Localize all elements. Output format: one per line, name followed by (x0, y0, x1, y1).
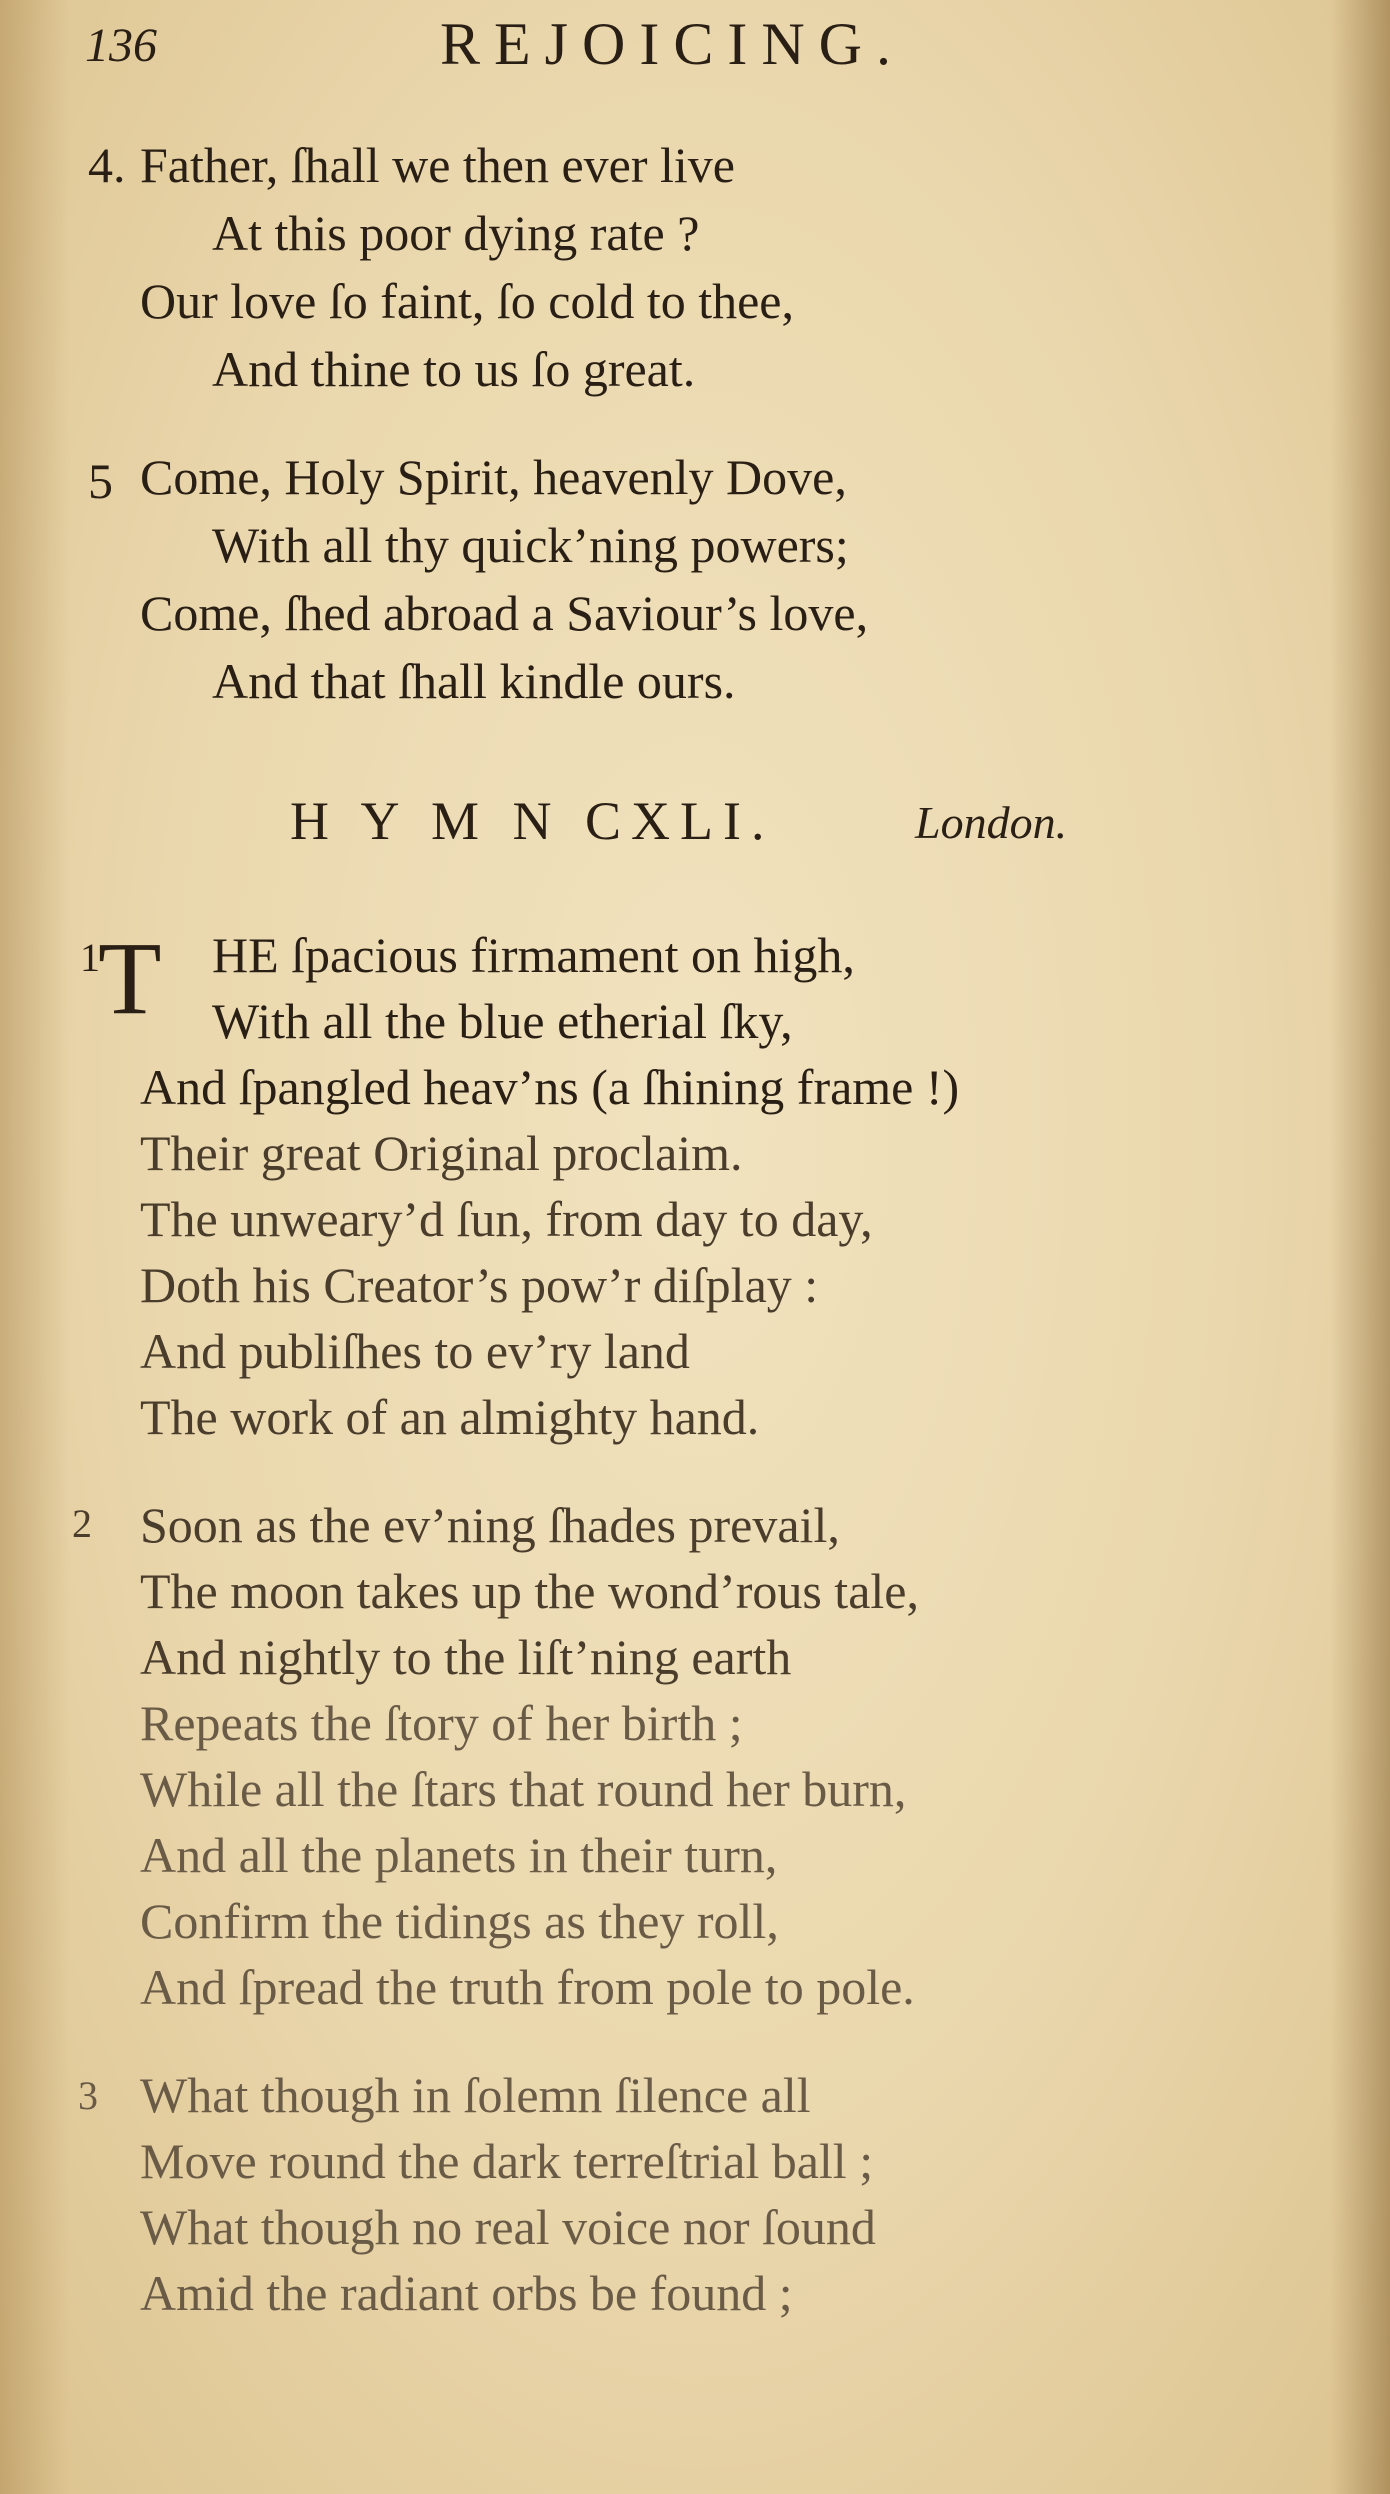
verse-line: And thine to us ſo great. (212, 341, 696, 397)
verse-line: Come, ſhed abroad a Saviour’s love, (140, 585, 869, 641)
verse-line: While all the ſtars that round her burn, (140, 1761, 907, 1817)
verse-line: Soon as the ev’ning ſhades prevail, (140, 1497, 840, 1553)
verse-line: The work of an almighty hand. (140, 1389, 760, 1445)
stanza-number: 5 (88, 453, 113, 509)
verse-line: And that ſhall kindle ours. (212, 653, 736, 709)
verse-line: Amid the radiant orbs be found ; (140, 2265, 793, 2321)
running-header (0, 0, 1390, 90)
page-number: 136 (85, 19, 157, 72)
verse-line: And publiſhes to ev’ry land (140, 1323, 690, 1379)
verse-line: Our love ſo faint, ſo cold to thee, (140, 273, 795, 329)
verse-line: Repeats the ſtory of her birth ; (140, 1695, 743, 1751)
stanza-number: 3 (78, 2073, 98, 2118)
verse-line: With all thy quick’ning powers; (212, 517, 849, 573)
running-title: REJOICING. (440, 11, 905, 77)
verse-line: At this poor dying rate ? (212, 205, 700, 261)
verse-line: Doth his Creator’s pow’r diſplay : (140, 1257, 819, 1313)
verse-line: And nightly to the liſt’ning earth (140, 1629, 792, 1685)
verse-line: The moon takes up the wond’rous tale, (140, 1563, 919, 1619)
verse-line: What though no real voice nor ſound (140, 2199, 876, 2255)
stanza-number: 4. (88, 137, 126, 193)
hymn-tune: London. (915, 797, 1068, 848)
verse-line: Move round the dark terreſtrial ball ; (140, 2133, 874, 2189)
verse-line: What though in ſolemn ſilence all (140, 2067, 811, 2123)
verse-line: The unweary’d ſun, from day to day, (140, 1191, 873, 1247)
verse-line: And ſpread the truth from pole to pole. (140, 1959, 915, 2015)
verse-line: HE ſpacious firmament on high, (212, 927, 855, 983)
verse-line: Their great Original proclaim. (140, 1125, 743, 1181)
stanza-number: 1 (80, 935, 100, 980)
verse-line: Confirm the tidings as they roll, (140, 1893, 779, 1949)
verse-line: Come, Holy Spirit, heavenly Dove, (140, 449, 847, 505)
verse-line: Father, ſhall we then ever live (140, 137, 735, 193)
verse-line: And all the planets in their turn, (140, 1827, 778, 1883)
drop-cap: T (98, 921, 162, 1036)
hymn-title: H Y M N CXLI. (290, 791, 775, 851)
verse-line: And ſpangled heav’ns (a ſhining frame !) (140, 1059, 960, 1115)
verse-line: With all the blue etherial ſky, (212, 993, 793, 1049)
stanza-number: 2 (72, 1501, 92, 1546)
